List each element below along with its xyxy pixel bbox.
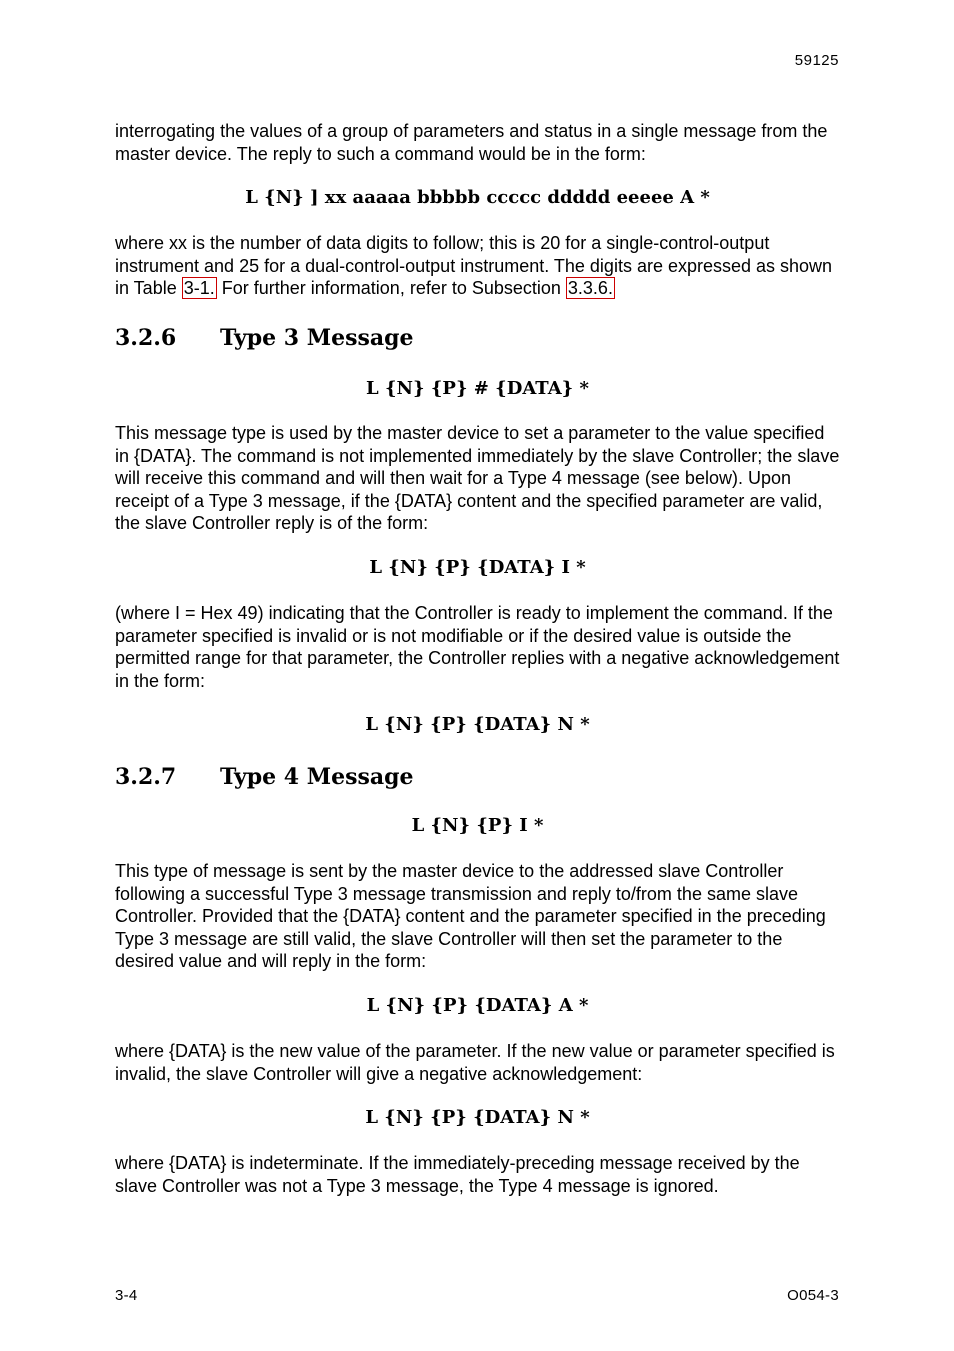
- type3-ready-explanation-paragraph: (where I = Hex 49) indicating that the Controller is ready to implement the command. If the parameter specified is invalid or is not modifiable or if the desired value is outside the permitted range for that parameter, the Controller replies with a negative acknowledgement in the form:: [115, 603, 840, 691]
- type4-format-line: L {N} {P} I *: [411, 815, 544, 836]
- intro-paragraph: interrogating the values of a group of parameters and status in a single message from the master device. The reply to such a command would be in the form:: [115, 121, 828, 164]
- type4-new-value-paragraph: where {DATA} is the new value of the parameter. If the new value or parameter specified is invalid, the slave Controller will give a negative acknowledgement:: [115, 1041, 835, 1084]
- type4-description-paragraph: This type of message is sent by the master device to the addressed slave Controller following a successful Type 3 message transmission and reply to/from the same slave Controller. Provided that the {DATA} content and the parameter specified in the preceding Type 3 message are still valid, the slave Controller will then set the parameter to the desired value and will reply in the form:: [115, 861, 826, 971]
- page-number: 3-4: [115, 1287, 138, 1304]
- type3-format-line: L {N} {P} # {DATA} *: [366, 378, 589, 399]
- explanation-text-middle: For further information, refer to Subsection: [216, 278, 566, 298]
- section-title: Type 4 Message: [220, 764, 414, 790]
- table-reference-link[interactable]: 3-1.: [183, 278, 215, 298]
- type3-ready-reply-line: L {N} {P} {DATA} I *: [369, 557, 586, 578]
- section-number: 3.2.6: [115, 325, 177, 351]
- type3-description-paragraph: This message type is used by the master device to set a parameter to the value specified in {DATA}. The command is not implemented immediately by the slave Controller; the slave will receive this command and will then wait for a Type 4 message (see below). Upon receipt of a Type 3 message, if the {DATA} content and the specified parameter are valid, the slave Controller reply is of the form:: [115, 423, 840, 533]
- explanation-paragraph: [115, 232, 840, 300]
- section-heading-type4: [115, 764, 414, 790]
- type4-acknowledge-reply-line: L {N} {P} {DATA} A *: [366, 995, 589, 1016]
- reply-format-line: L {N} ] xx aaaaa bbbbb ccccc ddddd eeeee A *: [245, 187, 710, 208]
- section-number: 3.2.7: [115, 764, 177, 790]
- explanation-text-start: where xx is the number of data digits to follow; this is 20 for a single-control-output instrument and 25 for a dual-control-output instrument. The digits are expressed as shown in Table: [115, 233, 833, 298]
- type3-negative-reply-line: L {N} {P} {DATA} N *: [365, 714, 590, 735]
- document-number: 59125: [794, 52, 839, 69]
- type4-negative-reply-line: L {N} {P} {DATA} N *: [365, 1107, 590, 1128]
- section-heading-type3: [115, 325, 414, 351]
- document-code: O054-3: [787, 1287, 839, 1304]
- subsection-reference-link[interactable]: 3.3.6.: [567, 278, 613, 298]
- section-title: Type 3 Message: [220, 325, 414, 351]
- type4-indeterminate-paragraph: where {DATA} is indeterminate. If the immediately-preceding message received by the slave Controller was not a Type 3 message, the Type 4 message is ignored.: [115, 1153, 800, 1196]
